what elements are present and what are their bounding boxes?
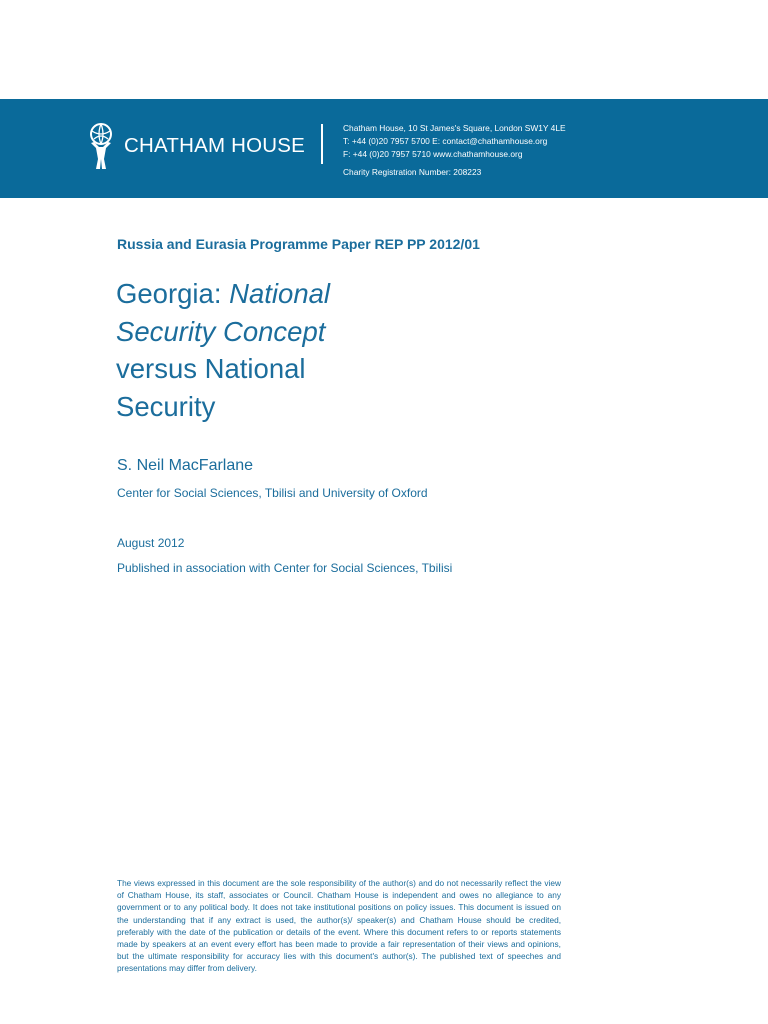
title-part-italic: Security Concept — [116, 315, 326, 347]
contact-block — [343, 122, 566, 179]
title-part: Security — [116, 390, 216, 422]
title-part-italic: National — [229, 278, 331, 309]
chatham-house-logo — [86, 121, 305, 171]
title-part: Georgia: — [116, 278, 230, 309]
author-name: S. Neil MacFarlane — [117, 457, 254, 474]
title-part: versus National — [116, 353, 306, 384]
phone-line: T: +44 (0)20 7957 5700 E: contact@chathamhouse.org — [343, 136, 548, 146]
fax-line: F: +44 (0)20 7957 5710 www.chathamhouse.org — [343, 149, 523, 159]
page-title — [116, 275, 446, 425]
header-divider — [321, 124, 323, 164]
charity-registration: Charity Registration Number: 208223 — [343, 167, 482, 177]
address-line: Chatham House, 10 St James's Square, London SW1Y 4LE — [343, 123, 566, 133]
logo-text: CHATHAM HOUSE — [124, 134, 306, 157]
disclaimer-text: The views expressed in this document are the sole responsibility of the author(s) and do not necessarily reflect the view of Chatham House, its staff, associates or Council. Chatham House is independent and owes no allegiance to any government or to any political body. It does not take institutional positions on policy issues. This document is issued on the understanding that if any extract is used, the author(s)/ speaker(s) and Chatham House should be credited, preferably with the date of the publication or details of the event. Where this document refers to or reports statements made by speakers at an event every effort has been made to provide a fair representation of their views and opinions, but the ultimate responsibility for accuracy lies with this document's author(s). The published text of speeches and presentations may differ from delivery. — [117, 878, 561, 974]
atlas-globe-icon — [86, 121, 116, 171]
author-affiliation: Center for Social Sciences, Tbilisi and University of Oxford — [117, 486, 428, 500]
publication-date: August 2012 — [117, 536, 185, 550]
published-association: Published in association with Center for Social Sciences, Tbilisi — [117, 561, 453, 575]
programme-series: Russia and Eurasia Programme Paper REP PP 2012/01 — [117, 236, 480, 252]
